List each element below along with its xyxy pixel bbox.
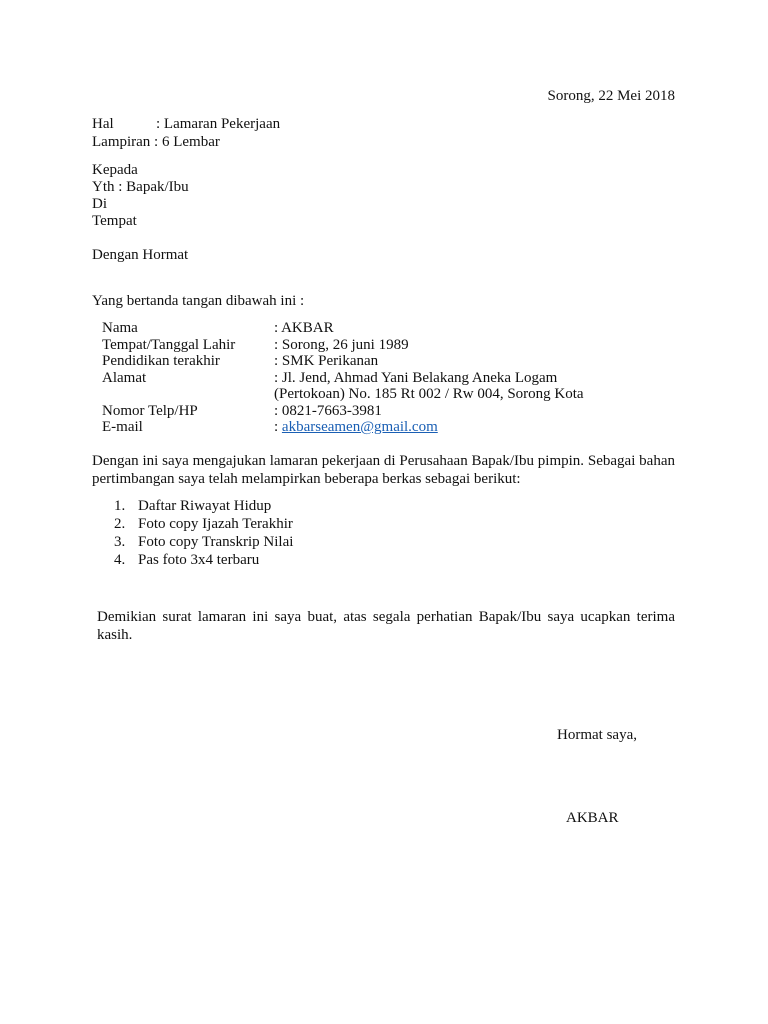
info-label: Pendidikan terakhir — [102, 353, 220, 369]
email-link[interactable]: akbarseamen@gmail.com — [281, 419, 438, 435]
info-row-birth — [102, 337, 584, 354]
list-number: 1. — [114, 498, 126, 514]
list-item — [114, 534, 293, 552]
address-line: Yth : Bapak/Ibu — [92, 179, 189, 195]
list-text: Daftar Riwayat Hidup — [138, 498, 272, 514]
info-row-address — [102, 370, 584, 387]
info-row-address-cont — [102, 386, 584, 403]
info-row-phone — [102, 403, 584, 420]
applicant-info — [102, 320, 584, 436]
closing-paragraph: Demikian surat lamaran ini saya buat, atas segala perhatian Bapak/Ibu saya ucapkan terima kasih. — [97, 609, 675, 643]
info-row-email — [102, 419, 584, 436]
letter-date: Sorong, 22 Mei 2018 — [547, 88, 675, 104]
list-number: 3. — [114, 534, 126, 550]
info-label: E-mail — [102, 419, 143, 435]
info-row-name — [102, 320, 584, 337]
list-text: Foto copy Transkrip Nilai — [138, 534, 294, 550]
closing-phrase: Hormat saya, — [557, 727, 637, 743]
info-value: (Pertokoan) No. 185 Rt 002 / Rw 004, Sorong Kota — [274, 386, 584, 402]
list-item — [114, 552, 293, 570]
info-row-education — [102, 353, 584, 370]
email-prefix: : — [274, 419, 282, 435]
info-value: : AKBAR — [274, 320, 334, 336]
info-value — [274, 419, 438, 436]
info-label: Alamat — [102, 369, 147, 386]
list-item — [114, 498, 293, 516]
body-paragraph: Dengan ini saya mengajukan lamaran pekerjaan di Perusahaan Bapak/Ibu pimpin. Sebagai bahan pertimbangan saya telah melampirkan beberapa berkas sebagai berikut: — [92, 453, 675, 487]
attachment-count-line: Lampiran : 6 Lembar — [92, 134, 220, 150]
info-value: : 0821-7663-3981 — [274, 402, 382, 419]
address-line: Di — [92, 196, 107, 212]
list-text: Pas foto 3x4 terbaru — [138, 552, 260, 568]
info-label: Nama — [102, 320, 138, 336]
info-label — [102, 386, 274, 403]
info-value: : Jl. Jend, Ahmad Yani Belakang Aneka Logam — [274, 369, 558, 386]
list-text: Foto copy Ijazah Terakhir — [138, 516, 293, 532]
list-number: 2. — [114, 516, 126, 532]
info-label: Nomor Telp/HP — [102, 402, 198, 419]
attachment-list — [114, 498, 293, 570]
subject-label: Hal — [92, 116, 114, 132]
address-line: Tempat — [92, 213, 137, 229]
address-line: Kepada — [92, 162, 138, 178]
intro-line: Yang bertanda tangan dibawah ini : — [92, 293, 305, 309]
signer-name: AKBAR — [566, 810, 619, 826]
info-value: : SMK Perikanan — [274, 353, 379, 369]
info-value: : Sorong, 26 juni 1989 — [274, 336, 409, 353]
salutation: Dengan Hormat — [92, 247, 189, 263]
subject-line — [92, 116, 280, 133]
recipient-address — [92, 162, 189, 230]
list-number: 4. — [114, 552, 126, 568]
subject-value: : Lamaran Pekerjaan — [156, 116, 281, 132]
info-label: Tempat/Tanggal Lahir — [102, 336, 236, 353]
list-item — [114, 516, 293, 534]
